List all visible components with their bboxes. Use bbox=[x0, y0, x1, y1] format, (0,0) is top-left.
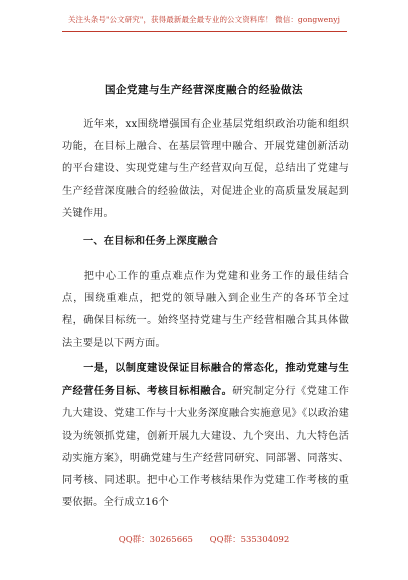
header-divider bbox=[62, 31, 347, 32]
section-heading bbox=[62, 230, 349, 252]
footer-qq-group-1: QQ群：30265665 bbox=[118, 535, 193, 545]
footer-qq-group-2: QQ群：535304092 bbox=[209, 535, 290, 545]
document-title: 国企党建与生产经营深度融合的经验做法 bbox=[105, 84, 303, 96]
section-heading-text: 一、在目标和任务上深度融合 bbox=[83, 235, 219, 247]
point-lead-text: 一是，以制度建设保证目标融合的常态化，推动党建与生产经营任务目标、考核目标相融合。 bbox=[62, 362, 349, 398]
body-paragraph bbox=[62, 266, 349, 355]
header-banner: 关注头条号"公文研究"，获得最新最全最专业的公文资料库！ 微信：gongwenyj bbox=[67, 15, 341, 24]
point-paragraph bbox=[62, 357, 349, 514]
intro-text: 近年来，xx围绕增强国有企业基层党组织政治功能和组织功能，在目标上融合、在基层管理中融合、开展党建创新活动的平台建设、实现党建与生产经营双向互促，总结出了党建与生产经营深度融合的经验做法，对促进企业的高质量发展起到关键作用。 bbox=[62, 119, 349, 219]
intro-paragraph bbox=[62, 114, 349, 225]
footer-contacts bbox=[0, 533, 408, 545]
body-paragraph-text: 把中心工作的重点难点作为党建和业务工作的最佳结合点，围绕重难点，把党的领导融入到企业生产的各环节全过程，确保目标统一。始终坚持党建与生产经营相融合其具体做法主要是以下两方面。 bbox=[62, 271, 349, 349]
point-body-text: 研究制定分行《党建工作九大建设、党建工作与十大业务深度融合实施意见》《以政治建设为统领抓党建，创新开展九大建设、九个突出、九大特色活动实施方案》，明确党建与生产经营同研究、同部署、同落实、同考核、同述职。把中心工作考核结果作为党建工作考核的重要依据。全行成立16个 bbox=[62, 386, 349, 509]
